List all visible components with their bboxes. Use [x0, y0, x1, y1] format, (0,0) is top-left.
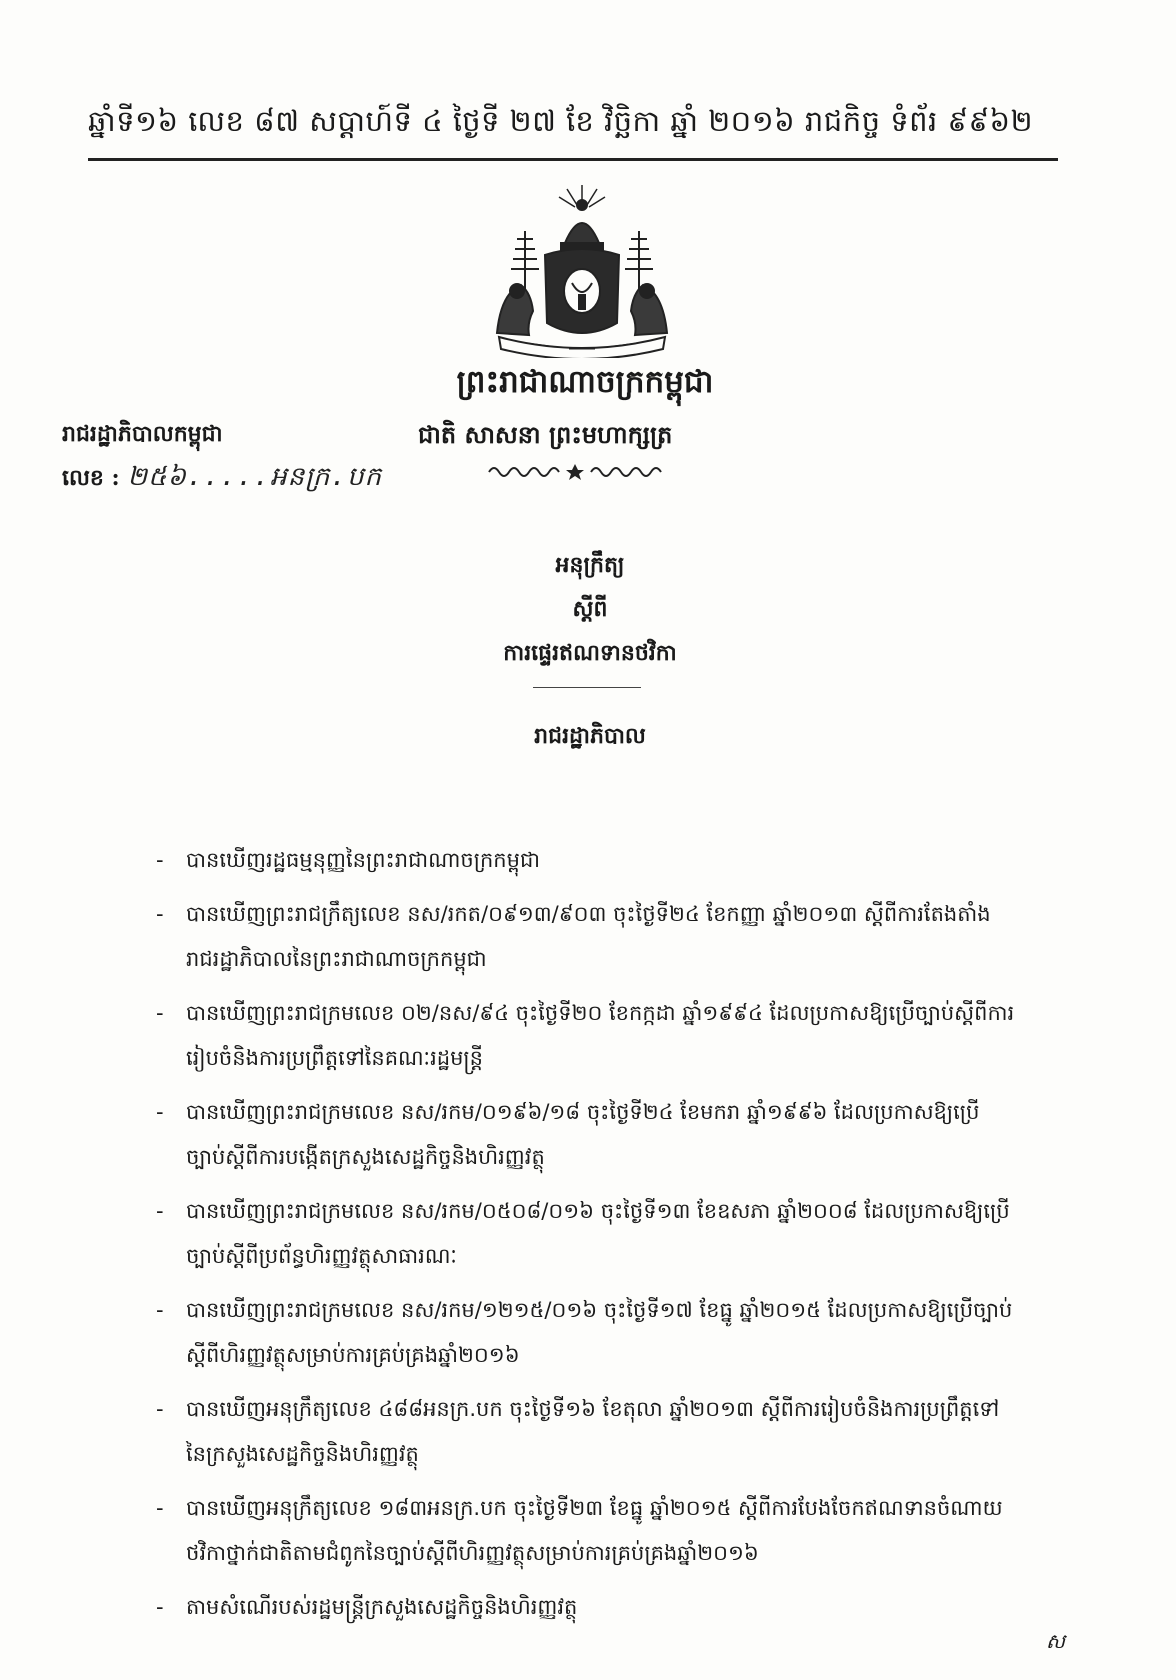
clause-marker: -: [156, 848, 164, 872]
preamble-clauses: [156, 838, 1016, 1639]
decree-on: ស្តីពី: [572, 596, 608, 622]
clause-marker: -: [156, 1199, 164, 1223]
clause-marker: -: [156, 1397, 164, 1421]
clause-marker: -: [156, 1100, 164, 1124]
title-divider: [533, 687, 641, 688]
clause-marker: -: [156, 902, 164, 926]
clause-text: បានឃើញព្រះរាជក្រមលេខ នស/រកម/០១៩៦/១៨ ចុះថ្ងៃទី២៤ ខែមករា ឆ្នាំ១៩៩៦ ដែលប្រកាសឱ្យប្រើច្បាប់ស្តីពីការបង្កើតក្រសួងសេដ្ឋកិច្ចនិងហិរញ្ញវត្ថុ: [186, 1100, 980, 1169]
government-name: រាជរដ្ឋាភិបាលកម្ពុជា: [62, 421, 223, 447]
header-divider: [88, 158, 1058, 161]
list-item: [156, 1486, 1016, 1576]
list-item: [156, 1288, 1016, 1378]
clause-marker: -: [156, 1001, 164, 1025]
clause-text: បានឃើញព្រះរាជក្រមលេខ នស/រកម/០៥០៨/០១៦ ចុះថ្ងៃទី១៣ ខែឧសភា ឆ្នាំ២០០៨ ដែលប្រកាសឱ្យប្រើច្បាប់ស្តីពីប្រព័ន្ធហិរញ្ញវត្ថុសាធារណៈ: [186, 1199, 1010, 1268]
kingdom-name: ព្រះរាជាណាចក្រកម្ពុជា: [456, 364, 714, 400]
decree-type: អនុក្រឹត្យ: [555, 552, 625, 578]
decree-title: [380, 543, 800, 675]
clause-text: តាមសំណើរបស់រដ្ឋមន្ត្រីក្រសួងសេដ្ឋកិច្ចនិងហិរញ្ញវត្ថុ: [186, 1595, 578, 1619]
list-item: [156, 892, 1016, 982]
list-item: [156, 1189, 1016, 1279]
decree-subject: ការផ្ទេរឥណទានថវិកា: [503, 640, 677, 666]
list-item: [156, 1585, 1016, 1630]
ornament-divider-icon: [485, 462, 665, 480]
royal-coat-of-arms-icon: [487, 183, 677, 358]
decree-issuer: រាជរដ្ឋាភិបាល: [534, 723, 646, 749]
clause-text: បានឃើញព្រះរាជក្រឹត្យលេខ នស/រកត/០៩១៣/៩០៣ ចុះថ្ងៃទី២៤ ខែកញ្ញា ឆ្នាំ២០១៣ ស្តីពីការតែងតាំងរាជរដ្ឋាភិបាលនៃព្រះរាជាណាចក្រកម្ពុជា: [186, 902, 991, 971]
clause-text: បានឃើញអនុក្រឹត្យលេខ ១៨៣អនក្រ.បក ចុះថ្ងៃទី២៣ ខែធ្នូ ឆ្នាំ២០១៥ ស្តីពីការបែងចែកឥណទានចំណាយថវិកាថ្នាក់ជាតិតាមជំពូកនៃច្បាប់ស្តីពីហិរញ្ញវត្ថុសម្រាប់ការគ្រប់គ្រងឆ្នាំ២០១៦: [186, 1496, 1003, 1565]
clause-marker: -: [156, 1496, 164, 1520]
handwritten-initials: ស: [1046, 1629, 1066, 1653]
list-item: [156, 838, 1016, 883]
national-motto: ជាតិ សាសនា ព្រះមហាក្សត្រ: [418, 420, 673, 449]
clause-marker: -: [156, 1595, 164, 1619]
document-number: [62, 460, 382, 498]
gazette-header: ឆ្នាំទី១៦ លេខ ៨៧ សប្តាហ៍ទី ៤ ថ្ងៃទី ២៧ ខែ វិច្ឆិកា ឆ្នាំ ២០១៦ រាជកិច្ច ទំព័រ ៩៩៦២: [88, 104, 1034, 138]
clause-text: បានឃើញព្រះរាជក្រមលេខ នស/រកម/១២១៥/០១៦ ចុះថ្ងៃទី១៧ ខែធ្នូ ឆ្នាំ២០១៥ ដែលប្រកាសឱ្យប្រើច្បាប់ស្តីពីហិរញ្ញវត្ថុសម្រាប់ការគ្រប់គ្រងឆ្នាំ២០១៦: [186, 1298, 1013, 1367]
clause-text: បានឃើញរដ្ឋធម្មនុញ្ញនៃព្រះរាជាណាចក្រកម្ពុជា: [186, 848, 540, 872]
document-number-value: ២៥៦.....អនក្រ.បក: [127, 462, 383, 492]
list-item: [156, 1387, 1016, 1477]
clause-marker: -: [156, 1298, 164, 1322]
document-number-label: លេខ :: [62, 465, 120, 491]
clause-text: បានឃើញអនុក្រឹត្យលេខ ៤៨៨អនក្រ.បក ចុះថ្ងៃទី១៦ ខែតុលា ឆ្នាំ២០១៣ ស្តីពីការរៀបចំនិងការប្រព្រឹត្តទៅនៃក្រសួងសេដ្ឋកិច្ចនិងហិរញ្ញវត្ថុ: [186, 1397, 1000, 1466]
list-item: [156, 1090, 1016, 1180]
list-item: [156, 991, 1016, 1081]
clause-text: បានឃើញព្រះរាជក្រមលេខ ០២/នស/៩៤ ចុះថ្ងៃទី២០ ខែកក្កដា ឆ្នាំ១៩៩៤ ដែលប្រកាសឱ្យប្រើច្បាប់ស្តីពីការរៀបចំនិងការប្រព្រឹត្តទៅនៃគណៈរដ្ឋមន្ត្រី: [186, 1001, 1015, 1070]
